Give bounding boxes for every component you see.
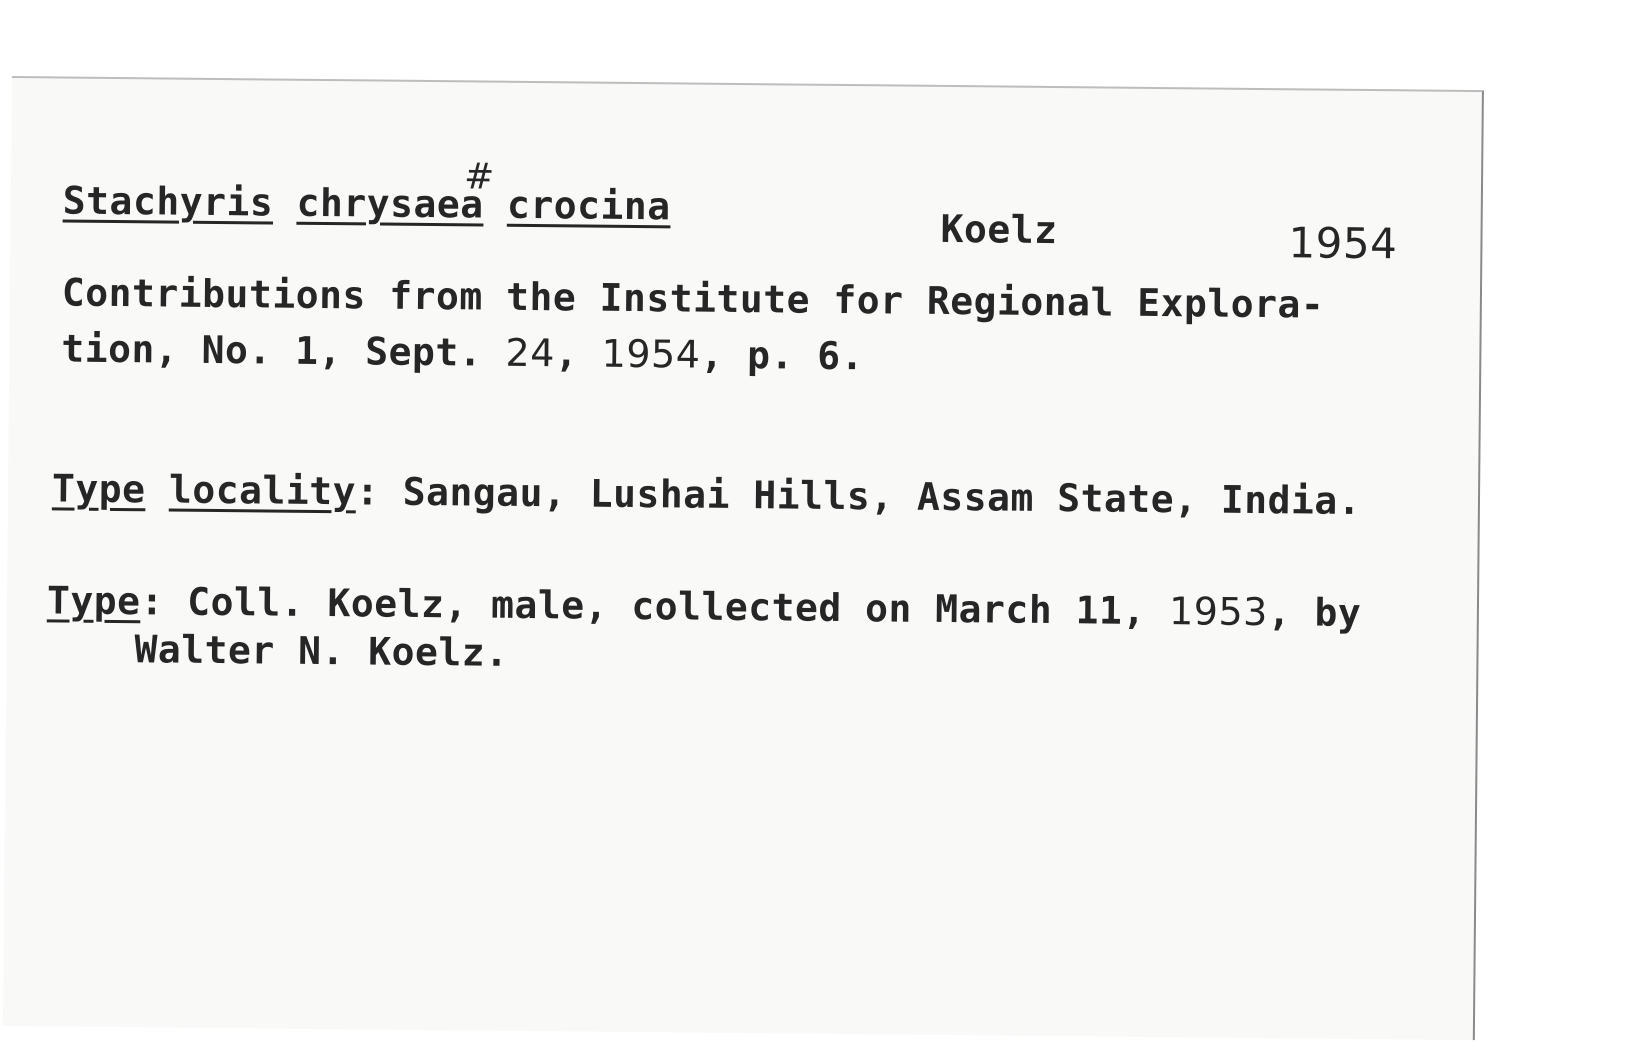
type-colon: :: [140, 579, 165, 624]
reference-separator: ,: [554, 331, 602, 376]
type-locality-label-1: Type: [51, 466, 146, 512]
genus: Stachyris: [62, 178, 274, 225]
type-locality-value: Sangau, Lushai Hills, Assam State, India.: [379, 469, 1362, 523]
reference-year: 1954: [601, 331, 701, 377]
type-year: 1953: [1168, 589, 1269, 635]
reference-text: tion, No. 1, Sept.: [61, 326, 506, 375]
reference-page: , p. 6.: [700, 332, 865, 379]
type-locality-colon: :: [355, 469, 380, 514]
year: 1954: [1288, 218, 1398, 269]
species: chrysaea: [296, 180, 484, 227]
subspecies: crocina: [506, 182, 671, 229]
author: Koelz: [940, 206, 1058, 253]
reference-line-2: [61, 326, 864, 378]
correction-mark: #: [463, 156, 495, 198]
type-label: Type: [46, 578, 141, 624]
index-card: [3, 76, 1484, 1040]
type-locality-label-2: locality: [168, 467, 357, 514]
type-end: , by: [1267, 590, 1362, 635]
reference-line-1: Contributions from the Institute for Regional Explora-: [61, 270, 1325, 327]
type-line-2: Walter N. Koelz.: [134, 627, 509, 675]
taxon-name: [63, 178, 671, 228]
type-line-1: [47, 578, 1362, 635]
type-text: Coll. Koelz, male, collected on March 11,: [163, 579, 1170, 634]
reference-day: 24: [505, 330, 556, 376]
type-locality: [52, 466, 1362, 523]
